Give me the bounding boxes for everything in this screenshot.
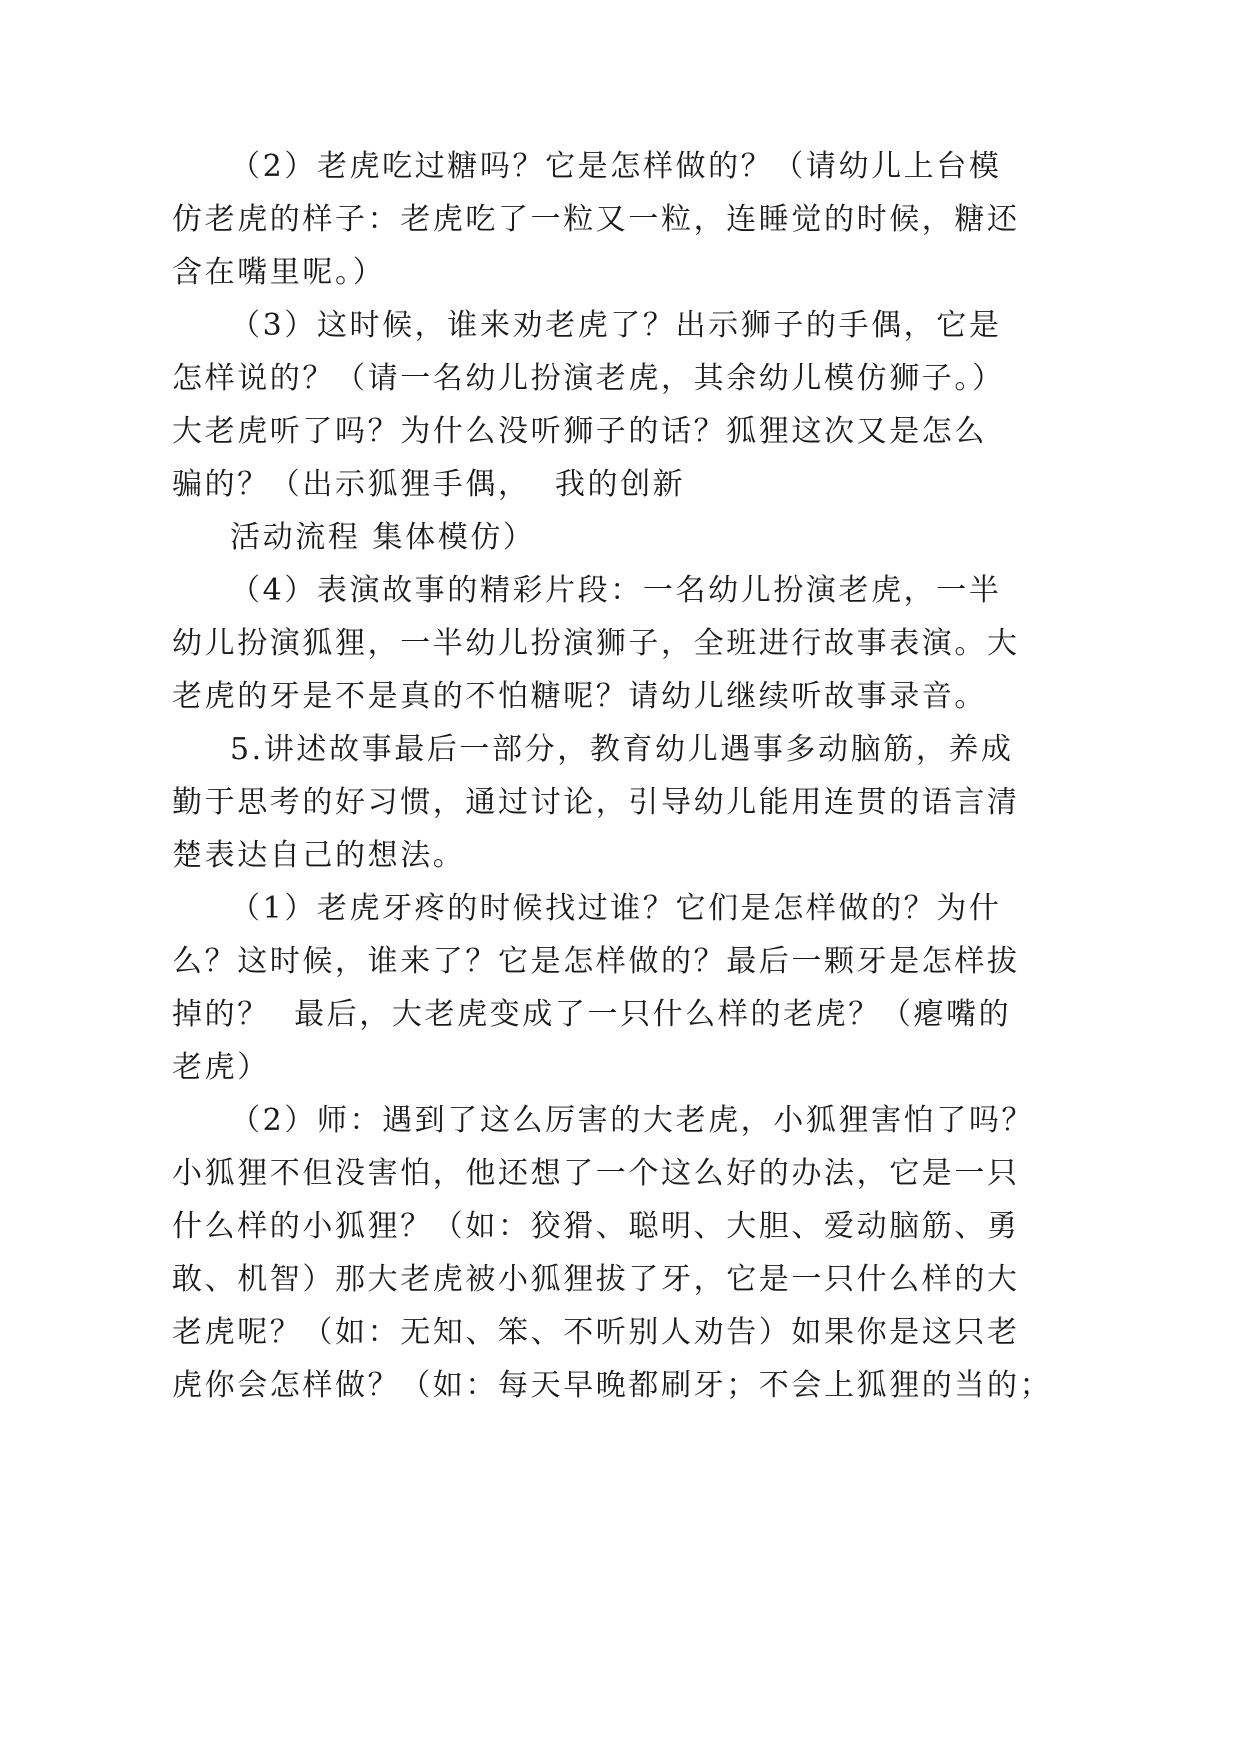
text-line: 什么样的小狐狸？（如：狡猾、聪明、大胆、爱动脑筋、勇: [172, 1209, 1020, 1244]
text-line: 5.讲述故事最后一部分，教育幼儿遇事多动脑筋，养成: [230, 732, 1014, 767]
text-line: （3）这时候，谁来劝老虎了？出示狮子的手偶，它是: [230, 308, 1002, 343]
text-line: 掉的？ 最后，大老虎变成了一只什么样的老虎？（瘪嘴的: [172, 997, 1012, 1032]
text-line: 老虎的牙是不是真的不怕糖呢？请幼儿继续听故事录音。: [172, 679, 987, 714]
text-line: 活动流程 集体模仿）: [230, 520, 536, 555]
text-line: 敢、机智）那大老虎被小狐狸拔了牙，它是一只什么样的大: [172, 1262, 1020, 1297]
text-line: 怎样说的？（请一名幼儿扮演老虎，其余幼儿模仿狮子。）: [172, 361, 1005, 396]
text-line: 大老虎听了吗？为什么没听狮子的话？狐狸这次又是怎么: [172, 414, 987, 449]
text-line: （1）老虎牙疼的时候找过谁？它们是怎样做的？为什: [230, 891, 1002, 926]
text-line: （2）老虎吃过糖吗？它是怎样做的？（请幼儿上台模: [230, 149, 1002, 184]
text-line: 勤于思考的好习惯，通过讨论，引导幼儿能用连贯的语言清: [172, 785, 1020, 820]
text-line: （2）师：遇到了这么厉害的大老虎，小狐狸害怕了吗？: [230, 1103, 1035, 1138]
text-line: 老虎呢？（如：无知、笨、不听别人劝告）如果你是这只老: [172, 1315, 1020, 1350]
text-line: 老虎）: [172, 1050, 270, 1085]
text-line: （4）表演故事的精彩片段：一名幼儿扮演老虎，一半: [230, 573, 1002, 608]
text-line: 虎你会怎样做？（如：每天早晚都刷牙；不会上狐狸的当的；: [172, 1368, 1053, 1403]
text-line: 含在嘴里呢。）: [172, 255, 386, 290]
text-line: 小狐狸不但没害怕，他还想了一个这么好的办法，它是一只: [172, 1156, 1020, 1191]
text-line: 楚表达自己的想法。: [172, 838, 466, 873]
text-line: 幼儿扮演狐狸，一半幼儿扮演狮子，全班进行故事表演。大: [172, 626, 1020, 661]
text-line: 仿老虎的样子：老虎吃了一粒又一粒，连睡觉的时候，糖还: [172, 202, 1020, 237]
text-line: 骗的？（出示狐狸手偶， 我的创新: [172, 467, 686, 502]
text-line: 么？这时候，谁来了？它是怎样做的？最后一颗牙是怎样拔: [172, 944, 1020, 979]
